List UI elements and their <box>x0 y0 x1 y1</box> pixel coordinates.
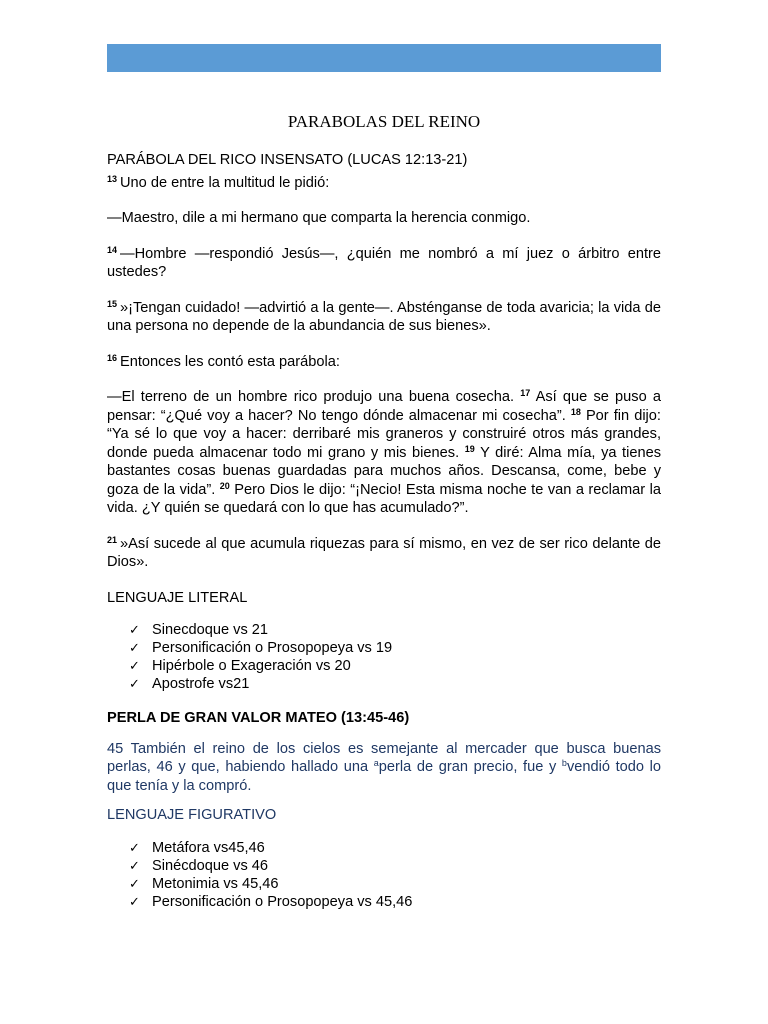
verse-text: Pero Dios le dijo: “¡Necio! Esta misma noche te van a reclamar la vida. ¿Y quién se quedará con lo que has acumulado?”. <box>107 481 661 516</box>
list-item-text: Metáfora vs45,46 <box>152 839 265 856</box>
list-item <box>129 639 661 657</box>
checkmark-icon: ✓ <box>129 658 140 673</box>
verse-number: 13 <box>107 173 118 184</box>
paragraph-text: 45 También el reino de los cielos es semejante al mercader que busca buenas perlas, 46 y que, habiendo hallado una <box>107 740 661 775</box>
checkmark-icon: ✓ <box>129 622 140 637</box>
verse-14 <box>107 245 661 282</box>
verse-number: 15 <box>107 298 118 309</box>
verse-text: Y diré: Alma mía, ya tienes bastantes cosas buenas guardadas para muchos años. Descansa, come, bebe y goza de la vida”. <box>107 444 662 498</box>
list-item <box>129 893 661 911</box>
checkmark-icon: ✓ <box>129 893 140 909</box>
list-item <box>129 857 661 875</box>
list-item-text: Personificación o Prosopopeya vs 45,46 <box>152 893 413 910</box>
list-item <box>129 875 661 893</box>
header-color-bar <box>107 44 661 72</box>
checkmark-icon: ✓ <box>129 676 140 691</box>
document-body <box>107 111 661 927</box>
section2-heading: PERLA DE GRAN VALOR MATEO (13:45-46) <box>107 710 410 726</box>
verse-number: 14 <box>107 244 118 255</box>
footnote-marker: a <box>373 758 379 768</box>
checkmark-icon: ✓ <box>129 857 140 873</box>
verse-text: »Así sucede al que acumula riquezas para sí mismo, en vez de ser rico delante de Dios». <box>107 535 661 570</box>
paragraph-maestro: —Maestro, dile a mi hermano que comparta la herencia conmigo. <box>107 210 531 226</box>
verse-13 <box>107 174 661 193</box>
paragraph-text: perla de gran precio, fue y <box>378 759 562 775</box>
verse-text: Así que se puso a pensar: “¿Qué voy a hacer? No tengo dónde almacenar mi cosecha”. <box>107 389 661 424</box>
paragraph-text: —El terreno de un hombre rico produjo una buena cosecha. <box>107 389 515 405</box>
list-item <box>129 839 661 857</box>
list-item-text: Metonimia vs 45,46 <box>152 875 279 892</box>
footnote-marker: b <box>561 758 567 768</box>
verse-text: Uno de entre la multitud le pidió: <box>120 174 330 191</box>
paragraph-terreno <box>107 388 661 518</box>
perla-paragraph <box>107 740 661 796</box>
list-item-text: Personificación o Prosopopeya vs 19 <box>152 640 393 656</box>
literal-checklist <box>107 621 661 693</box>
list-item <box>129 657 661 675</box>
verse-text: —Hombre —respondió Jesús—, ¿quién me nombró a mí juez o árbitro entre ustedes? <box>107 245 661 280</box>
list-item-text: Sinécdoque vs 46 <box>152 857 269 874</box>
list-item <box>129 675 661 693</box>
verse-number: 20 <box>219 480 230 491</box>
checkmark-icon: ✓ <box>129 839 140 855</box>
verse-15 <box>107 299 661 336</box>
verse-number: 18 <box>570 406 581 417</box>
checkmark-icon: ✓ <box>129 875 140 891</box>
paragraph-text: vendió todo lo que tenía y la compró. <box>107 759 661 794</box>
verse-text: Por fin dijo: “Ya sé lo que voy a hacer: derribaré mis graneros y construiré otros más grandes, donde pueda almacenar todo mi grano y mis bienes. <box>107 407 661 461</box>
verse-number: 16 <box>107 352 118 363</box>
verse-16 <box>107 353 661 372</box>
verse-number: 19 <box>464 443 475 454</box>
document-title: PARABOLAS DEL REINO <box>287 112 481 131</box>
list-item-text: Apostrofe vs21 <box>152 676 250 692</box>
checkmark-icon: ✓ <box>129 640 140 655</box>
verse-text: Entonces les contó esta parábola: <box>120 353 340 370</box>
lenguaje-figurativo-heading: LENGUAJE FIGURATIVO <box>107 807 277 823</box>
list-item <box>129 621 661 639</box>
figurative-checklist <box>107 839 661 911</box>
list-item-text: Hipérbole o Exageración vs 20 <box>152 658 351 674</box>
list-item-text: Sinecdoque vs 21 <box>152 622 269 638</box>
section1-heading: PARÁBOLA DEL RICO INSENSATO (LUCAS 12:13-21) <box>107 152 468 168</box>
verse-21 <box>107 535 661 572</box>
verse-text: »¡Tengan cuidado! —advirtió a la gente—. Absténganse de toda avaricia; la vida de una persona no depende de la abundancia de sus bienes». <box>107 299 661 334</box>
verse-number: 21 <box>107 534 118 545</box>
verse-number: 17 <box>520 388 531 398</box>
lenguaje-literal-heading: LENGUAJE LITERAL <box>107 589 248 606</box>
